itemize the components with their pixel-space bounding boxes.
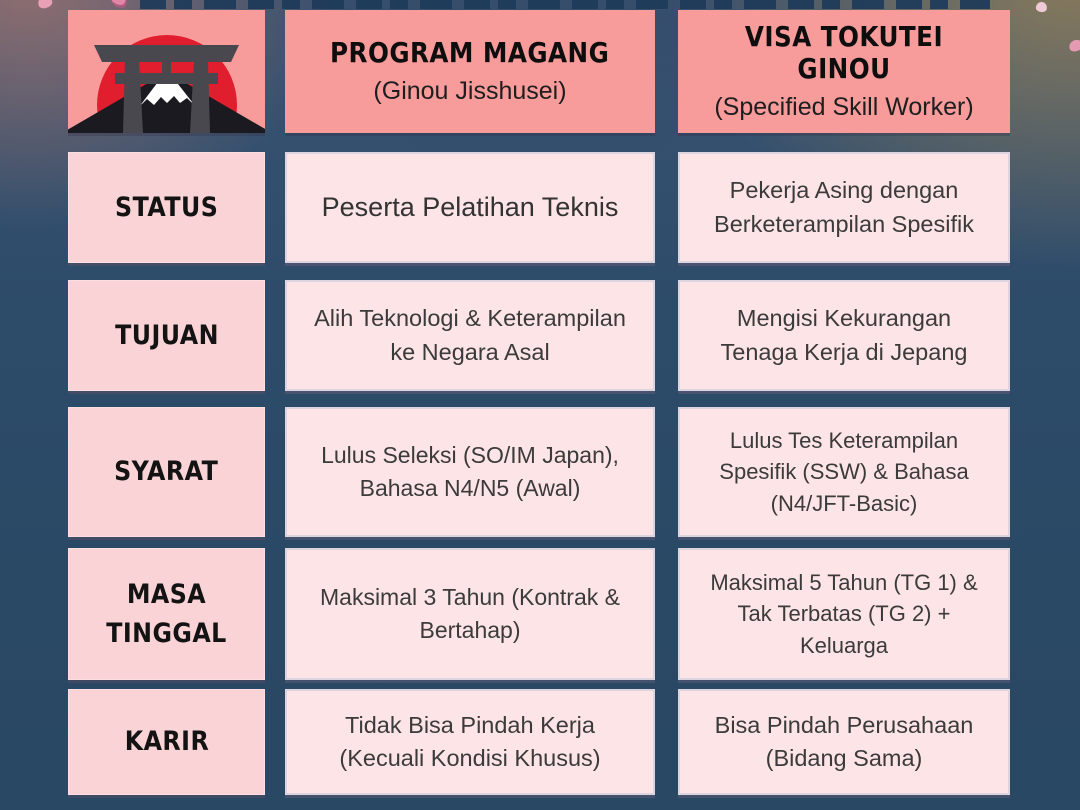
row-label: MASA TINGGAL: [106, 578, 227, 649]
cell-text: Lulus Tes Keterampilan Spesifik (SSW) & Bahasa (N4/JFT-Basic): [719, 428, 969, 516]
magang-value-cell: [285, 152, 655, 263]
column-subtitle: (Specified Skill Worker): [714, 93, 974, 122]
sakura-petal-icon: [1035, 1, 1047, 12]
row-label-cell: [68, 152, 265, 263]
tokutei-value-cell: [678, 548, 1010, 680]
cell-text: Mengisi Kekurangan Tenaga Kerja di Jepang: [720, 305, 968, 365]
row-label-cell: [68, 407, 265, 537]
cell-text: Bisa Pindah Perusahaan (Bidang Sama): [714, 711, 974, 771]
cell-text: Maksimal 5 Tahun (TG 1) & Tak Terbatas (TG 2) + Keluarga: [710, 570, 978, 658]
row-label-cell: [68, 689, 265, 795]
table-row-tujuan: [68, 280, 1010, 391]
column-subtitle: (Ginou Jisshusei): [373, 77, 567, 106]
magang-value-cell: [285, 407, 655, 537]
sakura-petal-icon: [36, 0, 53, 10]
comparison-table: [68, 10, 1010, 795]
column-title: VISA TOKUTEI GINOU: [744, 19, 944, 85]
cell-text: Alih Teknologi & Keterampilan ke Negara Asal: [314, 305, 626, 365]
row-label: KARIR: [124, 726, 209, 758]
column-header-program-magang: [285, 10, 655, 133]
row-label: TUJUAN: [114, 319, 219, 351]
table-header-row: [68, 10, 1010, 133]
tokutei-value-cell: [678, 407, 1010, 537]
cell-text: Maksimal 3 Tahun (Kontrak & Bertahap): [320, 584, 620, 643]
cell-text: Lulus Seleksi (SO/IM Japan), Bahasa N4/N5 (Awal): [321, 442, 619, 501]
cell-text: Peserta Pelatihan Teknis: [321, 192, 619, 223]
cropped-title-fragment: [140, 0, 990, 9]
row-label: SYARAT: [114, 456, 219, 488]
magang-value-cell: [285, 280, 655, 391]
table-row-syarat: [68, 407, 1010, 537]
table-row-status: [68, 152, 1010, 263]
table-row-masa-tinggal: [68, 548, 1010, 680]
table-row-karir: [68, 689, 1010, 795]
cell-text: Pekerja Asing dengan Berketerampilan Spesifik: [714, 177, 974, 237]
torii-fuji-sun-icon: [68, 10, 265, 133]
row-label-cell: [68, 280, 265, 391]
magang-value-cell: [285, 689, 655, 795]
column-header-visa-tokutei-ginou: [678, 10, 1010, 133]
tokutei-value-cell: [678, 280, 1010, 391]
sakura-petal-icon: [1068, 38, 1080, 53]
row-label: STATUS: [114, 191, 219, 223]
row-label-cell: [68, 548, 265, 680]
cell-text: Tidak Bisa Pindah Kerja (Kecuali Kondisi Khusus): [339, 711, 601, 771]
magang-value-cell: [285, 548, 655, 680]
column-title: PROGRAM MAGANG: [330, 35, 610, 69]
sakura-petal-icon: [110, 0, 129, 10]
tokutei-value-cell: [678, 152, 1010, 263]
tokutei-value-cell: [678, 689, 1010, 795]
japan-icon-cell: [68, 10, 265, 133]
